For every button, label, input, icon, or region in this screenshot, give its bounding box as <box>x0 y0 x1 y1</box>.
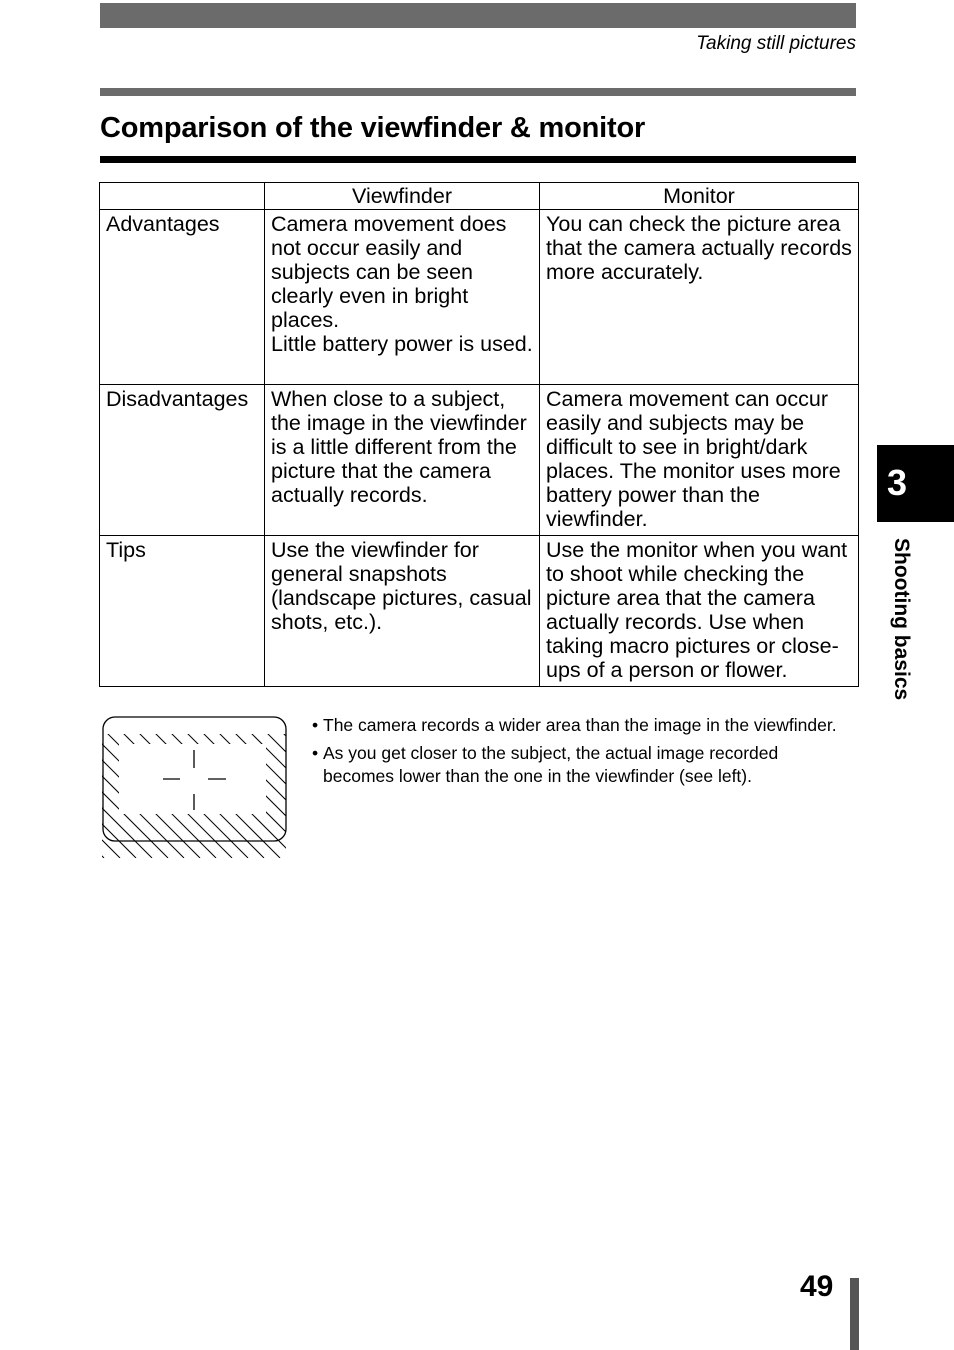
viewfinder-cell: Use the viewfinder for general snapshots (landscape pictures, casual shots, etc.). <box>265 536 540 687</box>
page-number: 49 <box>800 1270 834 1303</box>
page-edge-bar <box>850 1278 859 1350</box>
running-header: Taking still pictures <box>696 33 856 54</box>
bullet: • <box>312 715 319 735</box>
note-text: The camera records a wider area than the image in the viewfinder. <box>323 715 837 735</box>
page-title: Comparison of the viewfinder & monitor <box>100 112 646 144</box>
list-item <box>312 742 842 788</box>
monitor-cell: Camera movement can occur easily and subjects may be difficult to see in bright/dark places. The monitor uses more battery power than the viewfinder. <box>540 385 859 536</box>
chapter-number: 3 <box>887 462 908 503</box>
bullet: • <box>312 743 319 763</box>
viewfinder-cell: When close to a subject, the image in the viewfinder is a little different from the picture that the camera actually records. <box>265 385 540 536</box>
chapter-label: Shooting basics <box>890 538 913 701</box>
row-label: Disadvantages <box>100 385 265 536</box>
table-row-tips <box>100 536 859 687</box>
title-rule-top <box>100 88 856 96</box>
table-header-row <box>100 183 859 210</box>
viewfinder-cell: Camera movement does not occur easily and subjects can be seen clearly even in bright places. Little battery power is used. <box>265 210 540 385</box>
monitor-cell: Use the monitor when you want to shoot while checking the picture area that the camera actually records. Use when taking macro pictures or close-ups of a person or flower. <box>540 536 859 687</box>
column-header-monitor: Monitor <box>540 183 859 210</box>
row-label: Tips <box>100 536 265 687</box>
table-row-disadvantages <box>100 385 859 536</box>
list-item <box>312 714 842 737</box>
row-label: Advantages <box>100 210 265 385</box>
column-header-empty <box>100 183 265 210</box>
monitor-cell: You can check the picture area that the camera actually records more accurately. <box>540 210 859 385</box>
viewfinder-frame-diagram-icon <box>102 716 288 863</box>
title-rule-bottom <box>100 156 856 163</box>
comparison-table <box>99 182 859 687</box>
notes-list <box>312 714 842 793</box>
column-header-viewfinder: Viewfinder <box>265 183 540 210</box>
header-bar <box>100 3 856 28</box>
note-text: As you get closer to the subject, the actual image recorded becomes lower than the one in the viewfinder (see left). <box>323 743 779 786</box>
table-row-advantages <box>100 210 859 385</box>
